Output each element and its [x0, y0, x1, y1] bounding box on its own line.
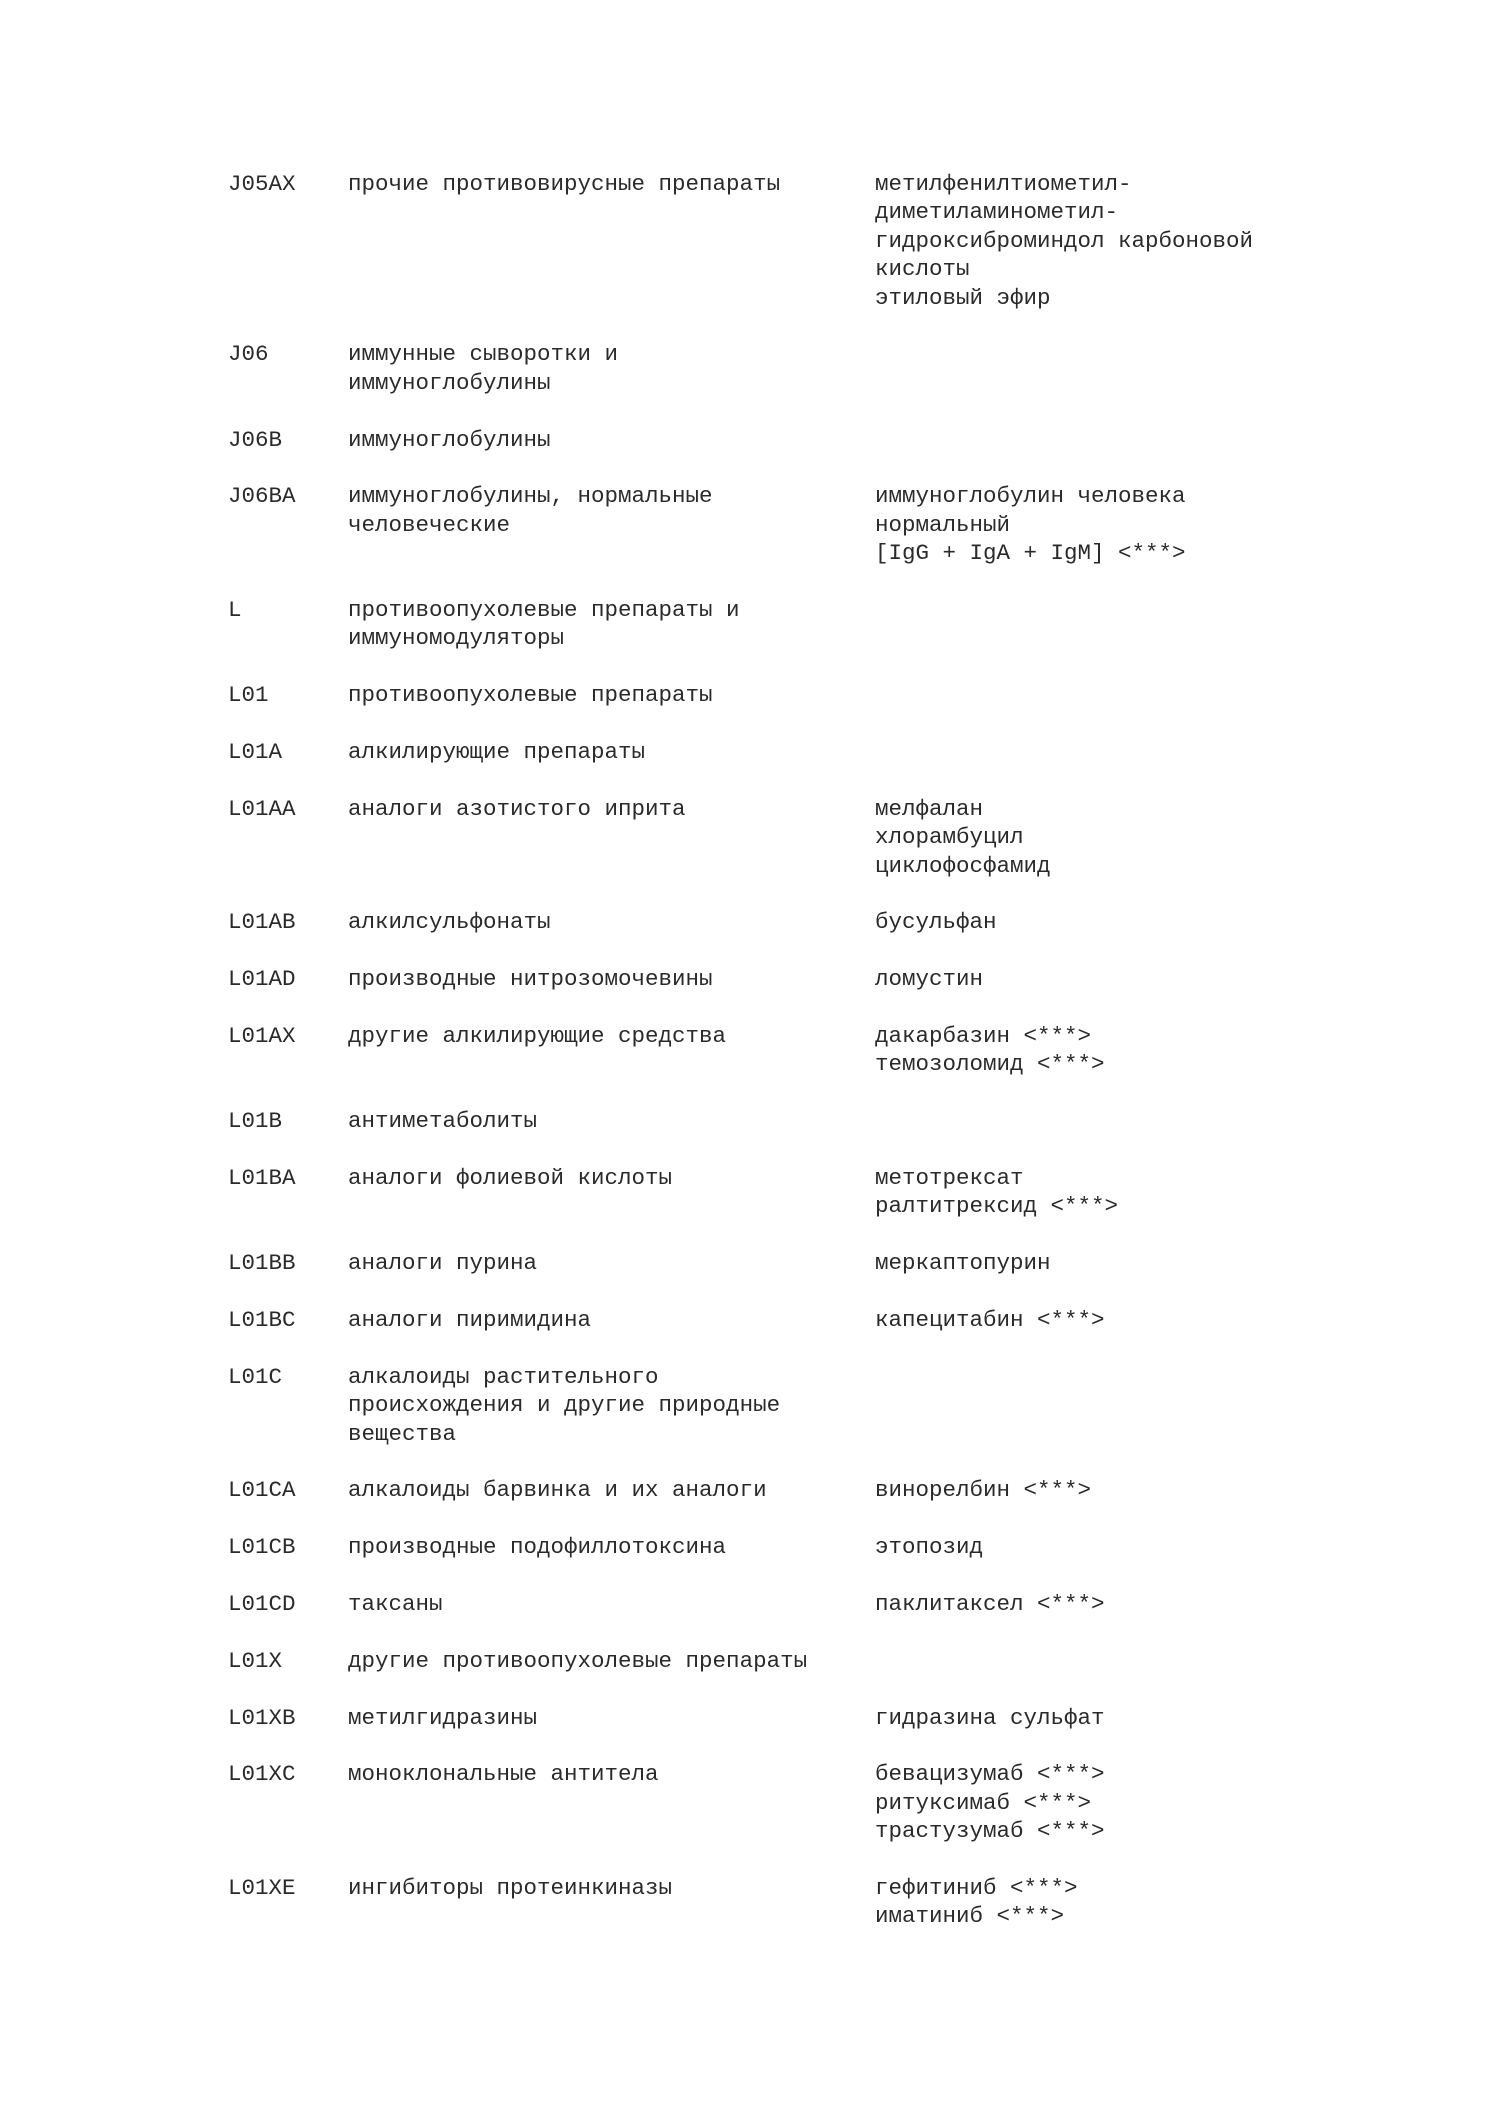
group-line: другие противоопухолевые препараты	[348, 1647, 808, 1674]
pharmacological-group	[348, 1022, 875, 1050]
drug-name: дакарбазин <***>	[875, 1023, 1092, 1050]
table-row	[228, 1760, 1378, 1845]
table-row	[228, 1107, 1378, 1135]
drug-names	[875, 170, 1378, 312]
atc-code: L01XE	[228, 1875, 296, 1902]
group-line: иммуномодуляторы	[348, 625, 565, 652]
drug-name: темозоломид <***>	[875, 1051, 1105, 1078]
group-line: алкилсульфонаты	[348, 909, 551, 936]
atc-code: J06BA	[228, 483, 296, 510]
group-line: алкалоиды барвинка и их аналоги	[348, 1477, 767, 1504]
atc-code: L01X	[228, 1647, 283, 1674]
drug-names	[875, 1306, 1378, 1334]
table-row	[228, 596, 1378, 653]
drug-name: этопозид	[875, 1534, 984, 1561]
table-row	[228, 908, 1378, 936]
drug-names	[875, 1022, 1378, 1079]
drug-name: винорелбин <***>	[875, 1477, 1092, 1504]
group-line: производные нитрозомочевины	[348, 966, 713, 993]
group-line: человеческие	[348, 511, 511, 538]
drug-names	[875, 1760, 1378, 1845]
atc-code: L01CA	[228, 1477, 296, 1504]
drug-name: хлорамбуцил	[875, 824, 1024, 851]
drug-name: иммуноглобулин человека	[875, 483, 1186, 510]
atc-code: L01BC	[228, 1307, 296, 1334]
drug-names	[875, 1249, 1378, 1277]
group-line: иммуноглобулины, нормальные	[348, 483, 713, 510]
drug-names	[875, 1874, 1378, 1931]
drug-name: капецитабин <***>	[875, 1307, 1105, 1334]
drug-name: иматиниб <***>	[875, 1903, 1065, 1930]
drug-names	[875, 1164, 1378, 1221]
drug-name: меркаптопурин	[875, 1250, 1051, 1277]
table-row	[228, 965, 1378, 993]
drug-name: гефитиниб <***>	[875, 1875, 1078, 1902]
pharmacological-group	[348, 1533, 875, 1561]
drug-name: бусульфан	[875, 909, 997, 936]
drug-name: метилфенилтиометил-	[875, 171, 1132, 197]
atc-code: L01AB	[228, 909, 296, 936]
table-row	[228, 482, 1378, 567]
drug-name: трастузумаб <***>	[875, 1818, 1105, 1845]
pharmacological-group	[348, 1306, 875, 1334]
atc-code: L01A	[228, 739, 283, 766]
pharmacological-group	[348, 795, 875, 823]
pharmacological-group	[348, 596, 875, 653]
table-row	[228, 170, 1378, 312]
atc-code: L01	[228, 682, 269, 709]
table-row	[228, 738, 1378, 766]
drug-name: ритуксимаб <***>	[875, 1789, 1092, 1816]
atc-code: L01CD	[228, 1591, 296, 1618]
atc-code: L01C	[228, 1363, 283, 1390]
group-line: моноклональные антитела	[348, 1761, 659, 1788]
table-row	[228, 1476, 1378, 1504]
group-line: прочие противовирусные препараты	[348, 171, 781, 197]
pharmacological-group	[348, 1107, 875, 1135]
atc-code: J06B	[228, 426, 283, 453]
group-line: алкалоиды растительного	[348, 1363, 659, 1390]
group-line: вещества	[348, 1420, 457, 1447]
atc-code: L01CB	[228, 1534, 296, 1561]
group-line: алкилирующие препараты	[348, 739, 646, 766]
drug-name: нормальный	[875, 511, 1011, 538]
atc-code: L01AX	[228, 1023, 296, 1050]
atc-code: J05AX	[228, 171, 296, 197]
pharmacological-group	[348, 340, 875, 397]
drug-name: ломустин	[875, 966, 984, 993]
table-row	[228, 795, 1378, 880]
drug-name: [IgG + IgA + IgM] <***>	[875, 540, 1186, 567]
group-line: противоопухолевые препараты	[348, 682, 713, 709]
atc-code: L01AD	[228, 966, 296, 993]
table-row	[228, 1704, 1378, 1732]
atc-code: L01XB	[228, 1704, 296, 1731]
pharmacological-group	[348, 426, 875, 454]
group-line: происхождения и другие природные	[348, 1392, 781, 1419]
drug-name: гидразина сульфат	[875, 1704, 1105, 1731]
group-line: иммуноглобулины	[348, 426, 551, 453]
group-line: иммуноглобулины	[348, 369, 551, 396]
table-row	[228, 1022, 1378, 1079]
pharmacological-group	[348, 1363, 875, 1448]
table-row	[228, 426, 1378, 454]
drug-name: мелфалан	[875, 795, 984, 822]
atc-code: L01BB	[228, 1250, 296, 1277]
group-line: аналоги пурина	[348, 1250, 538, 1277]
atc-code: L	[228, 597, 242, 624]
table-row	[228, 1590, 1378, 1618]
drug-names	[875, 1533, 1378, 1561]
pharmacological-group	[348, 1476, 875, 1504]
pharmacological-group	[348, 1704, 875, 1732]
group-line: иммунные сыворотки и	[348, 341, 619, 368]
group-line: аналоги азотистого иприта	[348, 795, 686, 822]
drug-name: ралтитрексид <***>	[875, 1193, 1119, 1220]
group-line: антиметаболиты	[348, 1108, 538, 1135]
pharmacological-group	[348, 482, 875, 539]
table-row	[228, 1874, 1378, 1931]
group-line: производные подофиллотоксина	[348, 1534, 727, 1561]
table-row	[228, 1363, 1378, 1448]
group-line: ингибиторы протеинкиназы	[348, 1875, 673, 1902]
pharmacological-group	[348, 170, 875, 198]
pharmacological-group	[348, 681, 875, 709]
atc-code: L01XC	[228, 1761, 296, 1788]
drug-name: паклитаксел <***>	[875, 1591, 1105, 1618]
pharmacological-group	[348, 1164, 875, 1192]
drug-names	[875, 1704, 1378, 1732]
table-row	[228, 1249, 1378, 1277]
drug-name: кислоты	[875, 256, 970, 283]
drug-name: метотрексат	[875, 1165, 1024, 1192]
drug-names	[875, 1476, 1378, 1504]
pharmacological-group	[348, 1760, 875, 1788]
atc-code: L01BA	[228, 1165, 296, 1192]
drug-names	[875, 908, 1378, 936]
table-row	[228, 1306, 1378, 1334]
drug-name: диметиламинометил-	[875, 199, 1119, 226]
table-row	[228, 1164, 1378, 1221]
pharmacological-group	[348, 1249, 875, 1277]
drug-classification-table	[228, 170, 1378, 1959]
drug-names	[875, 795, 1378, 880]
group-line: другие алкилирующие средства	[348, 1023, 727, 1050]
drug-name: этиловый эфир	[875, 284, 1051, 311]
pharmacological-group	[348, 1590, 875, 1618]
drug-names	[875, 482, 1378, 567]
table-row	[228, 1533, 1378, 1561]
group-line: аналоги фолиевой кислоты	[348, 1165, 673, 1192]
drug-names	[875, 965, 1378, 993]
pharmacological-group	[348, 1647, 875, 1675]
drug-names	[875, 1590, 1378, 1618]
pharmacological-group	[348, 738, 875, 766]
table-row	[228, 1647, 1378, 1675]
group-line: аналоги пиримидина	[348, 1307, 592, 1334]
atc-code: J06	[228, 341, 269, 368]
table-row	[228, 681, 1378, 709]
group-line: метилгидразины	[348, 1704, 538, 1731]
drug-name: циклофосфамид	[875, 852, 1051, 879]
group-line: таксаны	[348, 1591, 443, 1618]
group-line: противоопухолевые препараты и	[348, 597, 740, 624]
pharmacological-group	[348, 1874, 875, 1902]
atc-code: L01AA	[228, 795, 296, 822]
drug-name: гидроксиброминдол карбоновой	[875, 227, 1254, 254]
table-row	[228, 340, 1378, 397]
drug-name: бевацизумаб <***>	[875, 1761, 1105, 1788]
atc-code: L01B	[228, 1108, 283, 1135]
pharmacological-group	[348, 965, 875, 993]
pharmacological-group	[348, 908, 875, 936]
